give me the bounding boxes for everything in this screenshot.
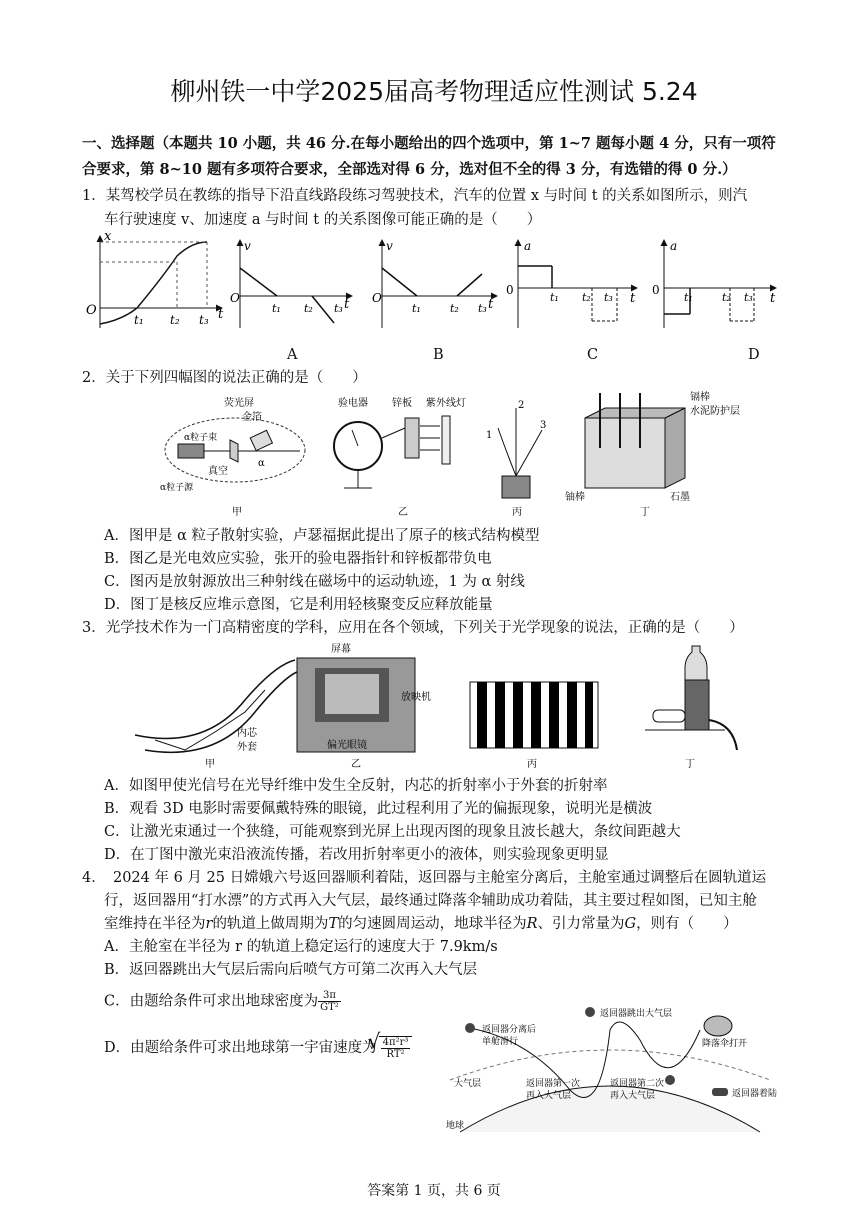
- q3-option-b: B．观看 3D 电影时需要佩戴特殊的眼镜，此过程利用了光的偏振现象，说明光是横波: [104, 801, 653, 817]
- fig-ding3-caption: 丁: [685, 759, 695, 770]
- svg-text:t₁: t₁: [550, 291, 559, 304]
- fig-jia-caption: 甲: [232, 507, 242, 518]
- section-heading-line1: 一、选择题（本题共 10 小题，共 46 分.在每小题给出的四个选项中，第 1~7 题每小题 4 分，只有一项符: [82, 135, 776, 152]
- page-title: 柳州铁一中学2025届高考物理适应性测试 5.24: [170, 77, 698, 106]
- xt-x-label: x: [104, 229, 112, 244]
- svg-text:t₃: t₃: [744, 291, 753, 304]
- q4-option-d: D．由题给条件可求出地球第一宇宙速度为 √ $\frac{\text{4π²r³}}{\text{RT²}}$: [104, 1036, 412, 1060]
- q1-option-c-label: C: [587, 347, 599, 363]
- svg-text:0: 0: [506, 283, 514, 297]
- xt-t3-label: t₃: [199, 313, 209, 327]
- svg-text:a: a: [670, 239, 678, 253]
- option-c-graph: [506, 239, 637, 328]
- q2-stem: 2．关于下列四幅图的说法正确的是（ ）: [82, 370, 367, 386]
- fringe-pattern-figure: [470, 682, 598, 770]
- svg-text:放映机: 放映机: [401, 692, 431, 703]
- svg-text:t₁: t₁: [412, 302, 421, 315]
- option-a-graph: [230, 239, 352, 328]
- xt-graph: [86, 229, 224, 328]
- svg-text:t: t: [770, 291, 776, 306]
- q1-stem-line2: 车行驶速度 v、加速度 a 与时间 t 的关系图像可能正确的是（ ）: [104, 212, 542, 228]
- svg-text:t₂: t₂: [450, 302, 459, 315]
- svg-text:真空: 真空: [208, 466, 228, 477]
- svg-text:t₃: t₃: [478, 302, 487, 315]
- xt-t-label: t: [218, 307, 224, 322]
- svg-text:t₃: t₃: [604, 291, 613, 304]
- svg-text:锌板: 锌板: [392, 398, 412, 409]
- svg-text:v: v: [386, 239, 393, 253]
- svg-text:α粒子束: α粒子束: [184, 433, 218, 443]
- q4-stem-line1: 4． 2024 年 6 月 25 日嫦娥六号返回器顺利着陆，返回器与主舱室分离后，主舱室通过调整后在圆轨道运: [82, 870, 767, 886]
- q4-option-b: B．返回器跳出大气层后需向后喷气方可第二次再入大气层: [104, 962, 478, 978]
- optical-fiber-figure: [135, 660, 297, 770]
- svg-text:铀棒: 铀棒: [565, 492, 585, 503]
- svg-text:t₁: t₁: [684, 291, 693, 304]
- q2-figures: [160, 388, 780, 523]
- q1-option-d-label: D: [748, 347, 760, 363]
- q1-graphs: [82, 228, 782, 368]
- q4-trajectory-figure: [440, 1000, 780, 1148]
- svg-text:再入大气层: 再入大气层: [526, 1091, 572, 1101]
- svg-text:v: v: [244, 239, 251, 253]
- liquid-stream-figure: [645, 646, 737, 770]
- svg-text:返回器第一次: 返回器第一次: [526, 1079, 581, 1089]
- svg-text:大气层: 大气层: [454, 1079, 482, 1089]
- svg-text:偏光眼镜: 偏光眼镜: [327, 740, 367, 751]
- option-d-graph: [652, 239, 776, 328]
- svg-text:石墨: 石墨: [670, 492, 690, 503]
- svg-text:单舱滑行: 单舱滑行: [482, 1037, 519, 1047]
- svg-text:t₂: t₂: [722, 291, 731, 304]
- fig-ding-caption: 丁: [640, 507, 650, 518]
- q1-option-b-label: B: [433, 347, 444, 363]
- svg-text:t: t: [630, 291, 636, 306]
- svg-text:验电器: 验电器: [338, 398, 368, 409]
- svg-text:t: t: [344, 297, 350, 312]
- svg-text:2: 2: [518, 400, 525, 411]
- svg-text:返回器分离后: 返回器分离后: [482, 1025, 537, 1035]
- q4-stem-line2: 行，返回器用“打水漂”的方式再入大气层，最终通过降落伞辅助成功着陆，其主要过程如图，已知主舱: [104, 893, 757, 909]
- q3-figures: [125, 640, 745, 770]
- q3-option-a: A．如图甲使光信号在光导纤维中发生全反射，内芯的折射率小于外套的折射率: [104, 778, 608, 794]
- q1-stem-line1: 1．某驾校学员在教练的指导下沿直线路段练习驾驶技术，汽车的位置 x 与时间 t 的关系如图所示，则汽: [82, 188, 748, 204]
- svg-text:α: α: [258, 458, 265, 469]
- q1-option-a-label: A: [287, 347, 298, 363]
- svg-text:返回器第二次: 返回器第二次: [610, 1079, 665, 1089]
- radiation-figure: [486, 400, 546, 518]
- svg-text:t: t: [488, 297, 494, 312]
- reactor-figure: [565, 390, 740, 518]
- svg-text:屏幕: 屏幕: [331, 644, 351, 655]
- section-heading-line2: 合要求，第 8~10 题有多项符合要求，全部选对得 6 分，选对但不全的得 3 分，有选错的得 0 分.）: [82, 161, 737, 178]
- svg-text:0: 0: [652, 283, 660, 297]
- svg-text:O: O: [372, 291, 382, 305]
- svg-text:a: a: [524, 239, 532, 253]
- photoelectric-figure: [334, 396, 466, 518]
- q2-option-d: D．图丁是核反应堆示意图，它是利用轻核聚变反应释放能量: [104, 597, 493, 613]
- option-b-graph: [372, 239, 497, 328]
- fig-yi3-caption: 乙: [351, 759, 361, 770]
- svg-text:α粒子源: α粒子源: [160, 483, 194, 493]
- xt-t2-label: t₂: [170, 313, 180, 327]
- fig-yi-caption: 乙: [398, 507, 408, 518]
- svg-text:水泥防护层: 水泥防护层: [690, 406, 740, 417]
- svg-text:内芯: 内芯: [237, 728, 257, 739]
- xt-t1-label: t₁: [134, 313, 144, 327]
- q2-option-a: A．图甲是 α 粒子散射实验，卢瑟福据此提出了原子的核式结构模型: [104, 528, 540, 544]
- svg-text:降落伞打开: 降落伞打开: [702, 1039, 748, 1049]
- fig-jia3-caption: 甲: [205, 759, 215, 770]
- velocity-root: √ $\frac{\text{4π²r³}}{\text{RT²}}$: [379, 1036, 413, 1060]
- q2-option-b: B．图乙是光电效应实验，张开的验电器指针和锌板都带负电: [104, 551, 492, 567]
- svg-text:再入大气层: 再入大气层: [610, 1091, 656, 1101]
- page-footer: 答案第 1 页，共 6 页: [367, 1183, 501, 1199]
- xt-origin-label: O: [86, 303, 97, 318]
- q2-option-c: C．图丙是放射源放出三种射线在磁场中的运动轨迹，1 为 α 射线: [104, 574, 525, 590]
- svg-text:外套: 外套: [237, 742, 257, 753]
- svg-text:1: 1: [486, 430, 493, 441]
- svg-text:t₁: t₁: [272, 302, 281, 315]
- density-fraction: $\frac{3\pi}{\text{GT²}}$: [320, 990, 339, 1013]
- q3-option-c: C．让激光束通过一个狭缝，可能观察到光屏上出现丙图的现象且波长越大，条纹间距越大: [104, 824, 681, 840]
- svg-text:t₂: t₂: [582, 291, 591, 304]
- 3d-movie-figure: [297, 642, 431, 770]
- svg-text:紫外线灯: 紫外线灯: [426, 398, 466, 409]
- svg-text:返回器跳出大气层: 返回器跳出大气层: [600, 1009, 673, 1019]
- alpha-scattering-figure: [160, 396, 305, 518]
- svg-text:t₃: t₃: [334, 302, 343, 315]
- svg-text:荧光屏: 荧光屏: [224, 398, 254, 409]
- svg-text:返回器着陆: 返回器着陆: [732, 1089, 778, 1099]
- fig-bing3-caption: 丙: [527, 759, 537, 770]
- svg-text:地球: 地球: [446, 1121, 465, 1131]
- q4-option-c: C．由题给条件可求出地球密度为 $\frac{3\pi}{\text{GT²}}$: [104, 990, 339, 1013]
- svg-text:O: O: [230, 291, 240, 305]
- q4-option-a: A．主舱室在半径为 r 的轨道上稳定运行的速度大于 7.9km/s: [104, 939, 498, 955]
- svg-text:t₂: t₂: [304, 302, 313, 315]
- q3-stem: 3．光学技术作为一门高精密度的学科，应用在各个领域，下列关于光学现象的说法，正确的是（ ）: [82, 620, 744, 636]
- q4-stem-line3: 室维持在半径为r的轨道上做周期为T的匀速圆周运动，地球半径为R、引力常量为G，则有（ ）: [104, 916, 738, 932]
- fig-bing-caption: 丙: [512, 507, 522, 518]
- svg-text:金箔: 金箔: [242, 412, 262, 423]
- q3-option-d: D．在丁图中激光束沿液流传播，若改用折射率更小的液体，则实验现象更明显: [104, 847, 609, 863]
- svg-text:镉棒: 镉棒: [690, 392, 710, 403]
- svg-text:3: 3: [540, 420, 547, 431]
